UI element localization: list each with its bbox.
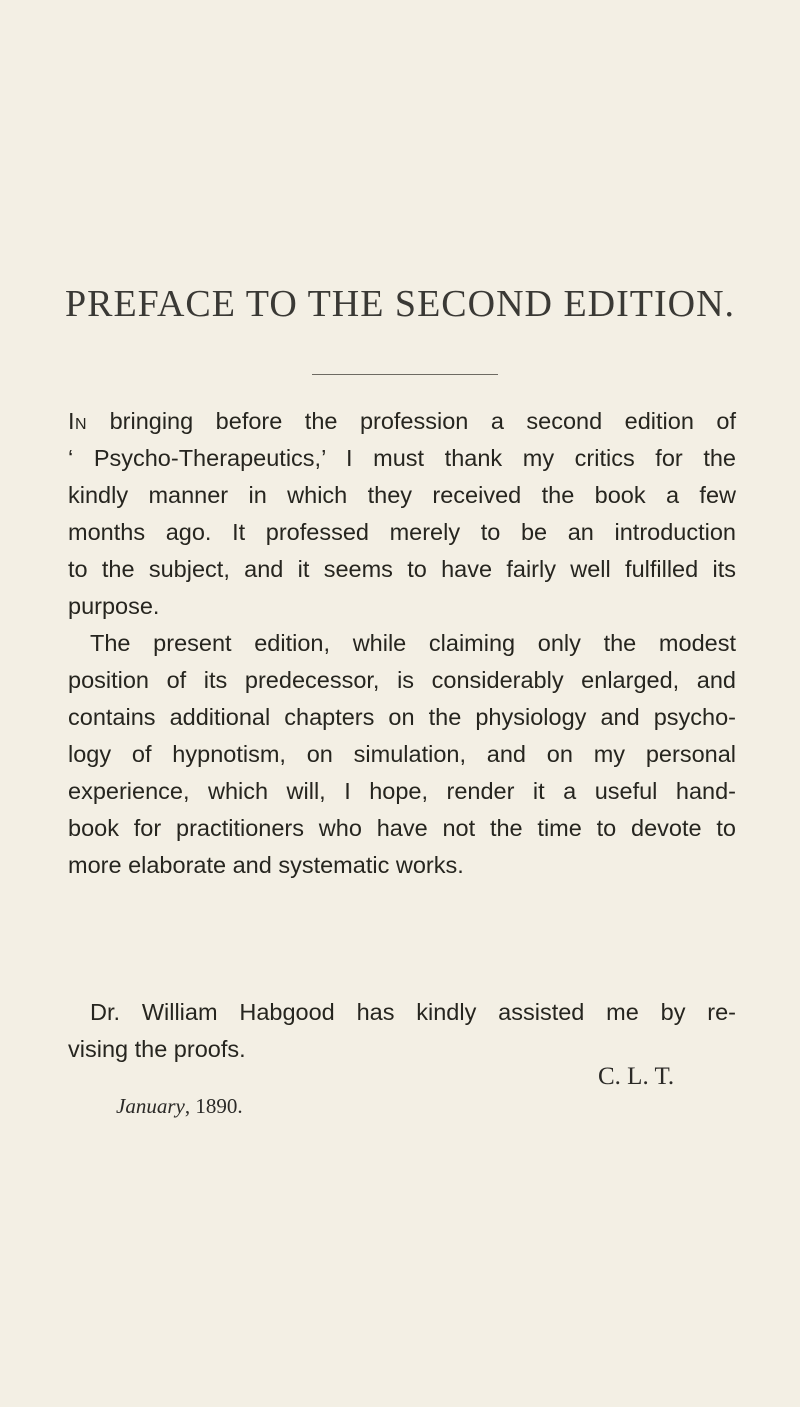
preface-date (116, 1094, 243, 1119)
text-line: kindly manner in which they received the book a few (68, 482, 736, 508)
text-line: ‘ Psycho-Therapeutics,’ I must thank my critics for the (68, 445, 736, 471)
drop-lead-word: In (68, 408, 88, 434)
text-line: to the subject, and it seems to have fairly well fulfilled its (68, 556, 736, 582)
text-line: purpose. (68, 593, 160, 619)
paragraph-1 (68, 403, 736, 625)
paragraph-3 (68, 994, 736, 1068)
author-initials: C. L. T. (598, 1063, 675, 1090)
text-line: position of its predecessor, is considerably enlarged, and (68, 667, 736, 693)
text-line: contains additional chapters on the physiology and psycho- (68, 704, 736, 730)
page-title: PREFACE TO THE SECOND EDITION. (64, 283, 736, 325)
date-month: January (116, 1094, 185, 1118)
text-line: book for practitioners who have not the time to devote to (68, 815, 736, 841)
paragraph-2 (68, 625, 736, 884)
text-line: In bringing before the profession a second edition of (68, 408, 736, 434)
text-line: experience, which will, I hope, render it a useful hand- (68, 778, 736, 804)
date-year: , 1890. (184, 1094, 243, 1118)
text-line: more elaborate and systematic works. (68, 852, 464, 878)
text-line: vising the proofs. (68, 1036, 246, 1062)
title-divider (312, 374, 498, 375)
text-line: The present edition, while claiming only the modest (90, 630, 736, 656)
text-line: logy of hypnotism, on simulation, and on my personal (68, 741, 736, 767)
text-line: months ago. It professed merely to be an introduction (68, 519, 736, 545)
text-line: Dr. William Habgood has kindly assisted me by re- (90, 999, 736, 1025)
